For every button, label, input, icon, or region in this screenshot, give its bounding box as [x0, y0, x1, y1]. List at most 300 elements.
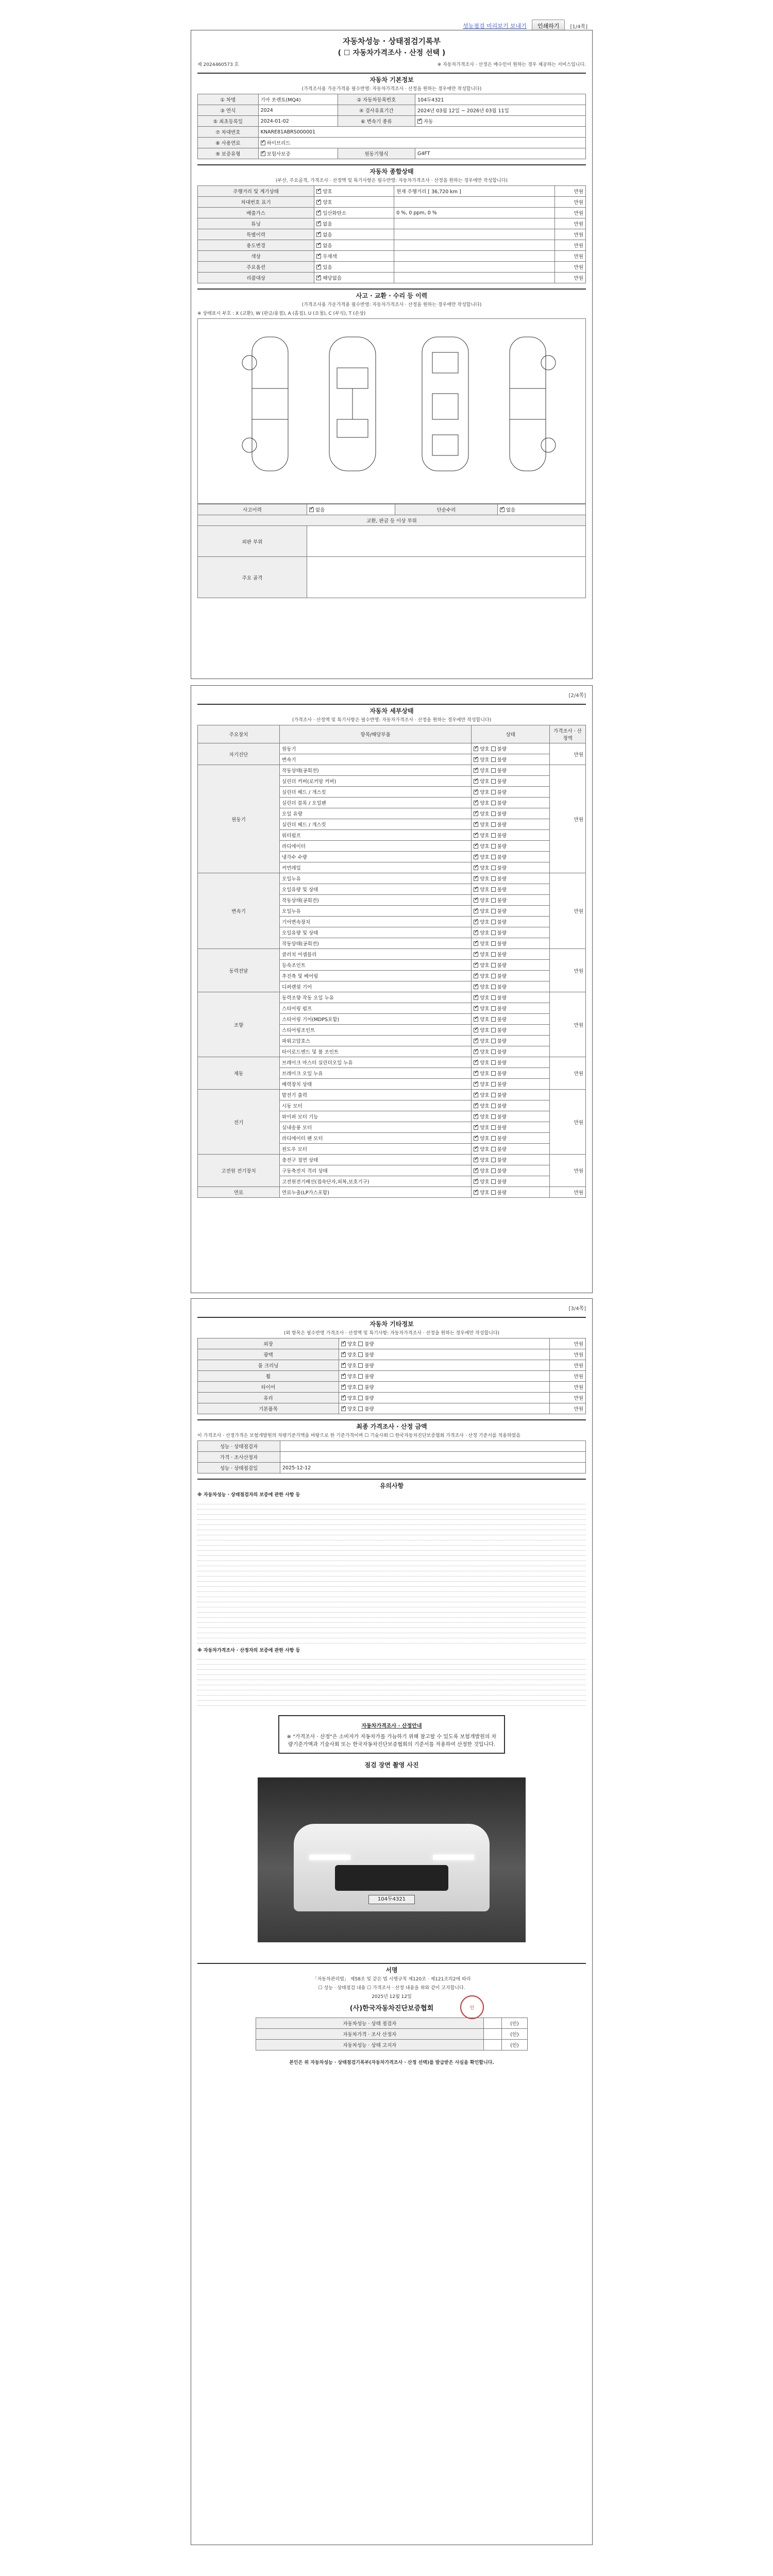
checkbox[interactable]	[474, 833, 478, 838]
checkbox[interactable]	[474, 1179, 478, 1184]
notice-title: 유의사항	[197, 1479, 586, 1490]
state-ok: 양호	[480, 768, 490, 774]
section-detail-title: 자동차 세부상태	[197, 704, 586, 715]
label: 주요 골격	[198, 557, 307, 598]
state-bad: 불량	[364, 1342, 374, 1347]
state-ok: 양호	[480, 985, 490, 990]
checkbox[interactable]	[491, 920, 496, 924]
state-ok: 양호	[480, 1017, 490, 1023]
notice-body-1	[197, 1500, 586, 1643]
checkbox[interactable]	[474, 909, 478, 913]
checkbox[interactable]	[261, 151, 265, 156]
checkbox[interactable]	[474, 811, 478, 816]
price-guide-box	[278, 1715, 505, 1754]
checkbox[interactable]	[316, 276, 321, 280]
detail-state	[472, 884, 550, 895]
detail-state	[472, 852, 550, 862]
reg-number: 104두4321	[415, 94, 585, 105]
state-bad: 불량	[497, 952, 507, 958]
state-ok: 양호	[480, 909, 490, 914]
checkbox[interactable]	[474, 1071, 478, 1076]
detail-row	[198, 949, 586, 960]
state-bad: 불량	[497, 974, 507, 979]
checkbox[interactable]	[474, 768, 478, 773]
basic-info-table	[197, 94, 586, 159]
checkbox[interactable]	[358, 1406, 363, 1411]
state-ok: 양호	[480, 1179, 490, 1185]
detail-header: 가격조사 · 산정액	[550, 725, 586, 743]
label: 외판 부위	[198, 526, 307, 557]
checkbox[interactable]	[491, 833, 496, 838]
state-detail	[394, 197, 555, 208]
detail-item: 브레이크 마스터 실린더오일 누유	[280, 1057, 472, 1068]
state-ok: 양호	[480, 1039, 490, 1044]
state-bad: 불량	[497, 855, 507, 860]
other-item: 기본품목	[198, 1403, 339, 1414]
checkbox[interactable]	[491, 1071, 496, 1076]
state-bad: 불량	[497, 920, 507, 925]
state-ok: 양호	[480, 1093, 490, 1098]
doc-subtitle: ( ☐ 자동차가격조사 · 산정 선택 )	[338, 49, 446, 57]
checkbox[interactable]	[474, 1168, 478, 1173]
checkbox[interactable]	[491, 779, 496, 784]
checkbox[interactable]	[491, 1125, 496, 1130]
state-ok: 양호	[347, 1374, 357, 1380]
state-cell	[314, 208, 394, 218]
label: ④ 검사유효기간	[338, 105, 415, 116]
state-bad: 불량	[497, 1060, 507, 1066]
detail-price: 만원	[550, 1187, 586, 1198]
checkbox[interactable]	[474, 1093, 478, 1097]
signoff-label: 성능 · 상태점검자	[198, 1441, 280, 1452]
state-cell	[314, 218, 394, 229]
detail-price: 만원	[550, 873, 586, 949]
detail-row	[198, 1090, 586, 1100]
detail-item: 클러치 어셈블리	[280, 949, 472, 960]
state-bad: 불량	[497, 844, 507, 850]
state-bad: 불량	[497, 1158, 507, 1163]
checkbox[interactable]	[491, 974, 496, 978]
license-plate: 104두4321	[368, 1895, 415, 1904]
checkbox[interactable]	[474, 1125, 478, 1130]
checkbox[interactable]	[491, 801, 496, 805]
state-detail	[394, 240, 555, 251]
state-value: 양호	[323, 189, 332, 195]
doc-meta-note: ※ 자동차가격조사 · 산정은 매수인이 원하는 경우 제공하는 서비스입니다.	[437, 62, 586, 67]
label: ② 자동차등록번호	[338, 94, 415, 105]
other-item: 외장	[198, 1338, 339, 1349]
state-bad: 불량	[497, 1168, 507, 1174]
state-bad: 불량	[497, 876, 507, 882]
checkbox[interactable]	[491, 1190, 496, 1195]
label: ③ 연식	[198, 105, 259, 116]
state-ok: 양호	[480, 1104, 490, 1109]
state-bad: 불량	[497, 1147, 507, 1153]
checkbox[interactable]	[491, 855, 496, 859]
checkbox[interactable]	[316, 189, 321, 194]
state-item: 리콜대상	[198, 273, 314, 283]
state-item: 튜닝	[198, 218, 314, 229]
section-other-note: (외 항목은 필수반영 가격조사 · 산정액 및 특기사항: 자동차가격조사 · 산정을 원하는 경우에만 작성합니다)	[283, 1331, 500, 1336]
checkbox[interactable]	[358, 1342, 363, 1346]
state-bad: 불량	[364, 1363, 374, 1369]
price-unit: 만원	[555, 208, 586, 218]
section-state-title: 자동차 종합상태	[197, 164, 586, 176]
detail-header: 주요장치	[198, 725, 280, 743]
detail-state	[472, 1003, 550, 1014]
price-unit: 만원	[555, 229, 586, 240]
page-number: [1/4쪽]	[570, 24, 587, 30]
checkbox[interactable]	[474, 974, 478, 978]
checkbox[interactable]	[491, 952, 496, 957]
label: ① 차명	[198, 94, 259, 105]
buyer-confirm: 본인은 위 자동차성능 · 상태점검기록부(자동차가격조사 · 산정 선택)를 발급받은 사실을 확인합니다.	[289, 2060, 494, 2065]
label: ⑤ 최초등록일	[198, 116, 259, 127]
detail-state	[472, 1111, 550, 1122]
state-ok: 양호	[480, 1158, 490, 1163]
state-ok: 양호	[480, 963, 490, 969]
checkbox[interactable]	[491, 1049, 496, 1054]
checkbox[interactable]	[491, 1060, 496, 1065]
detail-item: 추진축 및 베어링	[280, 971, 472, 981]
state-value: 없음	[323, 222, 332, 227]
checkbox[interactable]	[491, 909, 496, 913]
model-year: 2024	[258, 105, 338, 116]
detail-item: 구동축전지 격리 상태	[280, 1165, 472, 1176]
detail-item: 실린더 헤드 / 개스킷	[280, 819, 472, 830]
detail-state	[472, 830, 550, 841]
first-registration: 2024-01-02	[258, 116, 338, 127]
checkbox[interactable]	[316, 254, 321, 259]
label: 원동기형식	[338, 148, 415, 159]
state-ok: 양호	[347, 1342, 357, 1347]
detail-header: 상태	[472, 725, 550, 743]
state-bad: 불량	[497, 1049, 507, 1055]
sign-table	[256, 2018, 528, 2050]
checkbox[interactable]	[491, 1082, 496, 1087]
other-item: 타이어	[198, 1382, 339, 1393]
checkbox[interactable]	[491, 747, 496, 751]
price-unit: 만원	[555, 218, 586, 229]
state-detail	[394, 262, 555, 273]
sign-value	[483, 2040, 501, 2050]
detail-state	[472, 1036, 550, 1046]
simple-repair-value: 없음	[506, 507, 516, 513]
checkbox[interactable]	[474, 930, 478, 935]
other-state	[339, 1393, 549, 1403]
checkbox[interactable]	[309, 507, 314, 512]
checkbox[interactable]	[474, 1006, 478, 1011]
checkbox[interactable]	[491, 995, 496, 1000]
checkbox[interactable]	[474, 876, 478, 881]
checkbox[interactable]	[474, 1049, 478, 1054]
checkbox[interactable]	[341, 1342, 346, 1346]
checkbox[interactable]	[491, 1147, 496, 1151]
checkbox[interactable]	[341, 1363, 346, 1368]
detail-header: 항목/해당부품	[280, 725, 472, 743]
checkbox[interactable]	[474, 1017, 478, 1022]
state-bad: 불량	[497, 1125, 507, 1131]
checkbox[interactable]	[341, 1406, 346, 1411]
state-bad: 불량	[364, 1385, 374, 1391]
checkbox[interactable]	[474, 844, 478, 849]
state-ok: 양호	[480, 974, 490, 979]
state-cell	[314, 251, 394, 262]
checkbox[interactable]	[491, 898, 496, 903]
checkbox[interactable]	[491, 844, 496, 849]
checkbox[interactable]	[358, 1363, 363, 1368]
checkbox[interactable]	[417, 119, 422, 124]
checkbox[interactable]	[316, 243, 321, 248]
price-unit: 만원	[555, 273, 586, 283]
checkbox[interactable]	[474, 941, 478, 946]
detail-price: 만원	[550, 765, 586, 873]
detail-item: 등속조인트	[280, 960, 472, 971]
state-bad: 불량	[497, 747, 507, 752]
detail-item: 배력장치 상태	[280, 1079, 472, 1090]
label: ⑨ 보증유형	[198, 148, 259, 159]
checkbox[interactable]	[474, 757, 478, 762]
detail-item: 오일누유	[280, 873, 472, 884]
state-bad: 불량	[497, 790, 507, 795]
checkbox[interactable]	[474, 866, 478, 870]
checkbox[interactable]	[474, 1104, 478, 1108]
state-item: 차대번호 표기	[198, 197, 314, 208]
detail-item: 타이로드엔드 및 볼 조인트	[280, 1046, 472, 1057]
photo-title: 점검 장면 촬영 사진	[364, 1761, 419, 1769]
sign-value	[483, 2029, 501, 2040]
car-name: 기아 쏘렌토(MQ4)	[258, 94, 338, 105]
detail-group: 원동기	[198, 765, 280, 873]
checkbox[interactable]	[491, 930, 496, 935]
send-preview-link[interactable]: 성능점검 미리보기 보내기	[463, 23, 527, 29]
state-ok: 양호	[347, 1352, 357, 1358]
state-item: 용도변경	[198, 240, 314, 251]
checkbox[interactable]	[358, 1374, 363, 1379]
checkbox[interactable]	[474, 1082, 478, 1087]
sign-row	[256, 2040, 528, 2050]
print-button[interactable]: 인쇄하기	[532, 20, 565, 32]
other-row	[198, 1360, 586, 1371]
checkbox[interactable]	[491, 1114, 496, 1119]
state-item: 특별이력	[198, 229, 314, 240]
other-item: 유리	[198, 1393, 339, 1403]
page-number: [3/4쪽]	[568, 1306, 586, 1312]
checkbox[interactable]	[316, 211, 321, 215]
detail-item: 고전원전기배선(접속단자,피복,보호기구)	[280, 1176, 472, 1187]
frame-title: 교환, 판금 등 이상 부위	[198, 515, 586, 526]
state-detail	[394, 218, 555, 229]
checkbox[interactable]	[474, 963, 478, 968]
signoff-label: 성능 · 상태점검일	[198, 1463, 280, 1473]
checkbox[interactable]	[491, 822, 496, 827]
state-ok: 양호	[480, 833, 490, 839]
detail-item: 오일유량 및 상태	[280, 884, 472, 895]
checkbox[interactable]	[474, 855, 478, 859]
state-bad: 불량	[497, 995, 507, 1001]
checkbox[interactable]	[474, 779, 478, 784]
state-cell	[314, 273, 394, 283]
state-bad: 불량	[497, 1093, 507, 1098]
checkbox[interactable]	[341, 1374, 346, 1379]
detail-state	[472, 841, 550, 852]
detail-state	[472, 1057, 550, 1068]
other-table	[197, 1338, 586, 1414]
state-ok: 양호	[480, 811, 490, 817]
state-ok: 양호	[480, 1136, 490, 1142]
checkbox[interactable]	[474, 1190, 478, 1195]
detail-state	[472, 1079, 550, 1090]
checkbox[interactable]	[341, 1396, 346, 1400]
detail-item: 실린더 커버(로커암 커버)	[280, 776, 472, 787]
checkbox[interactable]	[474, 1136, 478, 1141]
checkbox[interactable]	[491, 866, 496, 870]
detail-item: 라디에이터 팬 모터	[280, 1133, 472, 1144]
checkbox[interactable]	[316, 265, 321, 269]
detail-state	[472, 938, 550, 949]
checkbox[interactable]	[491, 1104, 496, 1108]
detail-state	[472, 949, 550, 960]
car-frame-view-icon	[414, 332, 476, 476]
checkbox[interactable]	[316, 200, 321, 205]
signoff-value	[280, 1452, 586, 1463]
detail-state	[472, 1144, 550, 1155]
accident-value: 없음	[315, 507, 325, 513]
checkbox[interactable]	[491, 1017, 496, 1022]
detail-item: 와이퍼 모터 기능	[280, 1111, 472, 1122]
detail-item: 스티어링조인트	[280, 1025, 472, 1036]
state-bad: 불량	[497, 1136, 507, 1142]
checkbox[interactable]	[491, 1179, 496, 1184]
state-value: 없음	[323, 243, 332, 249]
price-unit: 만원	[550, 1382, 586, 1393]
checkbox[interactable]	[358, 1352, 363, 1357]
state-row	[198, 186, 586, 197]
checkbox[interactable]	[491, 790, 496, 794]
detail-item: 작동상태(공회전)	[280, 765, 472, 776]
detail-item: 실린더 헤드 / 개스킷	[280, 787, 472, 798]
price-unit: 만원	[550, 1360, 586, 1371]
detail-item: 오일유량 및 상태	[280, 927, 472, 938]
checkbox[interactable]	[474, 1039, 478, 1043]
checkbox[interactable]	[474, 822, 478, 827]
checkbox[interactable]	[474, 985, 478, 989]
detail-price: 만원	[550, 1155, 586, 1187]
other-item: 휠	[198, 1371, 339, 1382]
section-basic-note: (가격조사용 가운가격용 필수반영: 자동차가격조사 · 산정을 원하는 경우에만 작성합니다)	[301, 87, 482, 92]
final-price-title: 최종 가격조사 · 산정 금액	[197, 1419, 586, 1431]
checkbox[interactable]	[341, 1352, 346, 1357]
checkbox[interactable]	[474, 790, 478, 794]
checkbox[interactable]	[261, 141, 265, 145]
checkbox[interactable]	[491, 876, 496, 881]
detail-state	[472, 1176, 550, 1187]
checkbox[interactable]	[491, 887, 496, 892]
checkbox[interactable]	[491, 811, 496, 816]
page-number: [2/4쪽]	[568, 693, 586, 699]
checkbox[interactable]	[491, 1168, 496, 1173]
state-ok: 양호	[480, 844, 490, 850]
price-unit: 만원	[555, 240, 586, 251]
detail-state	[472, 895, 550, 906]
state-bad: 불량	[497, 757, 507, 763]
org-name: (사)한국자동차진단보증협회	[349, 2005, 434, 2012]
checkbox[interactable]	[474, 1114, 478, 1119]
checkbox[interactable]	[474, 801, 478, 805]
checkbox[interactable]	[474, 898, 478, 903]
checkbox[interactable]	[491, 1028, 496, 1032]
other-row	[198, 1371, 586, 1382]
detail-item: 스티어링 펌프	[280, 1003, 472, 1014]
other-row	[198, 1338, 586, 1349]
checkbox[interactable]	[474, 1158, 478, 1162]
checkbox[interactable]	[316, 232, 321, 237]
checkbox[interactable]	[358, 1385, 363, 1389]
checkbox[interactable]	[474, 887, 478, 892]
checkbox[interactable]	[474, 747, 478, 751]
checkbox[interactable]	[474, 1147, 478, 1151]
detail-item: 디퍼렌셜 기어	[280, 981, 472, 992]
checkbox[interactable]	[358, 1396, 363, 1400]
checkbox[interactable]	[500, 507, 505, 512]
other-state	[339, 1338, 549, 1349]
checkbox[interactable]	[491, 768, 496, 773]
checkbox[interactable]	[491, 963, 496, 968]
checkbox[interactable]	[491, 1039, 496, 1043]
state-ok: 양호	[347, 1396, 357, 1401]
checkbox[interactable]	[316, 222, 321, 226]
checkbox[interactable]	[491, 1093, 496, 1097]
checkbox[interactable]	[474, 995, 478, 1000]
price-unit: 만원	[550, 1393, 586, 1403]
car-top-view-icon	[322, 332, 383, 476]
state-row	[198, 273, 586, 283]
checkbox[interactable]	[491, 1006, 496, 1011]
state-bad: 불량	[497, 779, 507, 785]
state-ok: 양호	[347, 1363, 357, 1369]
checkbox[interactable]	[474, 952, 478, 957]
checkbox[interactable]	[491, 985, 496, 989]
state-value: 없음	[323, 232, 332, 238]
label: ⑥ 변속기 종류	[338, 116, 415, 127]
price-unit: 만원	[555, 186, 586, 197]
state-bad: 불량	[497, 822, 507, 828]
checkbox[interactable]	[474, 1060, 478, 1065]
state-bad: 불량	[497, 1071, 507, 1077]
other-item: 광택	[198, 1349, 339, 1360]
warranty: 보험사보증	[266, 151, 291, 157]
sign-text-1: 「자동차관리법」 제58조 및 같은 법 시행규칙 제120조 · 제121조의2에 따라	[312, 1977, 471, 1982]
checkbox[interactable]	[491, 941, 496, 946]
checkbox[interactable]	[474, 1028, 478, 1032]
checkbox[interactable]	[491, 1158, 496, 1162]
state-ok: 양호	[480, 995, 490, 1001]
state-value: 무채색	[323, 254, 337, 260]
state-bad: 불량	[497, 1082, 507, 1088]
state-ok: 양호	[480, 779, 490, 785]
state-bad: 불량	[497, 930, 507, 936]
state-ok: 양호	[480, 1190, 490, 1196]
state-ok: 양호	[480, 887, 490, 893]
checkbox[interactable]	[474, 920, 478, 924]
detail-group: 동력전달	[198, 949, 280, 992]
sign-row	[256, 2018, 528, 2029]
checkbox[interactable]	[491, 757, 496, 762]
checkbox[interactable]	[491, 1136, 496, 1141]
detail-state	[472, 1068, 550, 1079]
detail-table	[197, 725, 586, 1198]
checkbox[interactable]	[341, 1385, 346, 1389]
